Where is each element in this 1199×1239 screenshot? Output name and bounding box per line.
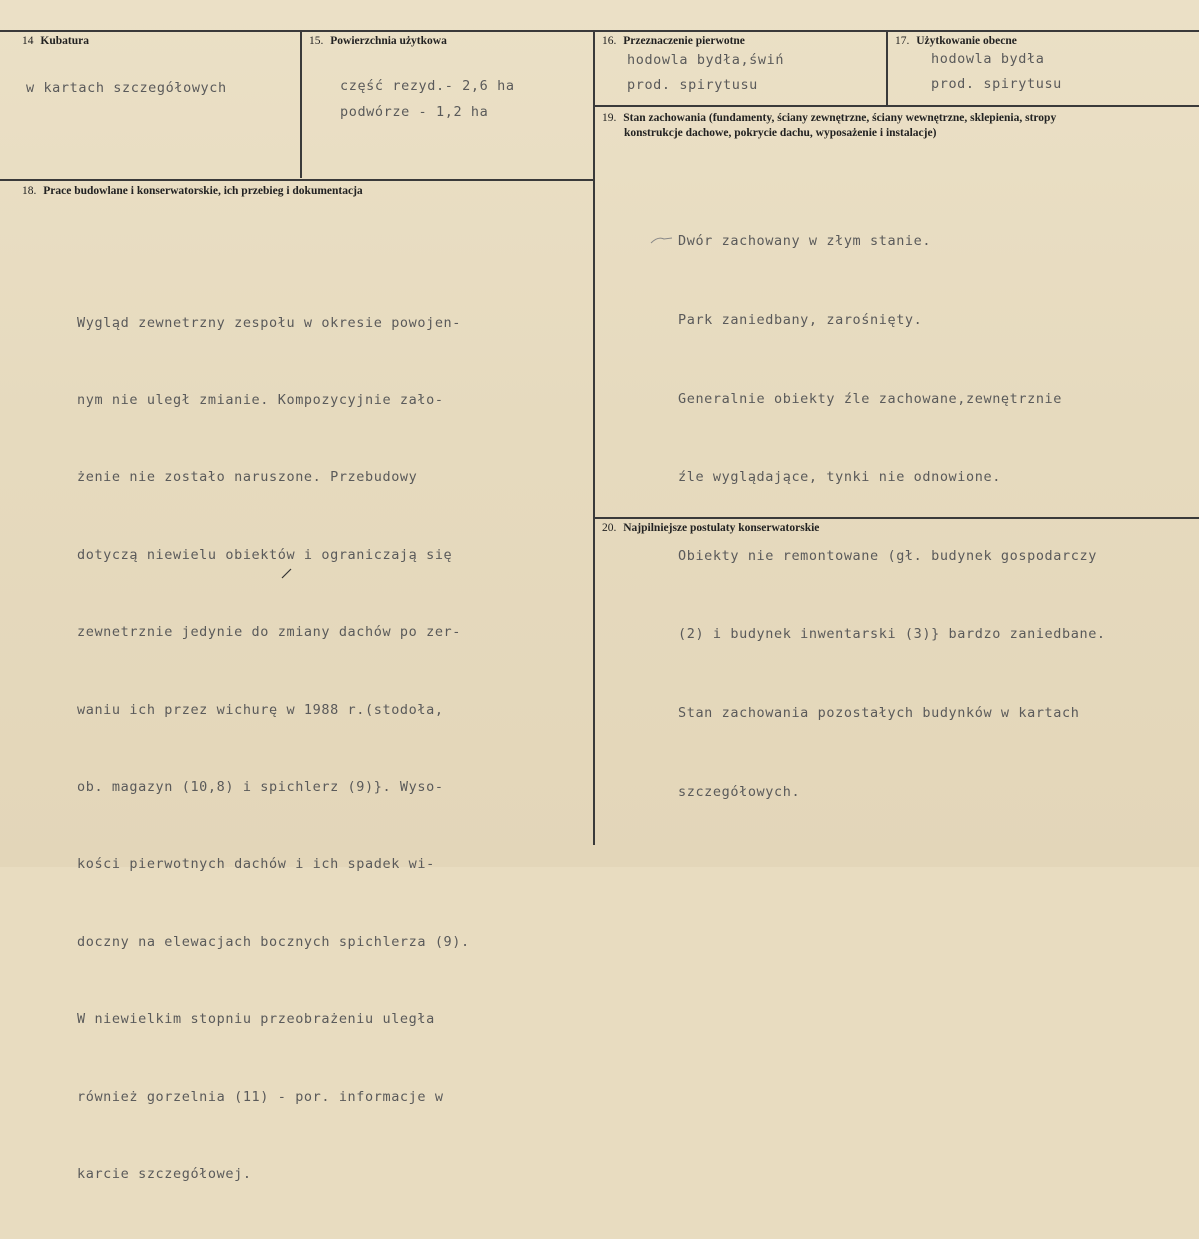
section-16-number: 16. xyxy=(602,35,617,47)
section-18-title: Prace budowlane i konserwatorskie, ich przebieg i dokumentacja xyxy=(43,185,363,197)
section-18-line: dotyczą niewielu obiektów i ograniczają się xyxy=(77,546,453,563)
rule-left-middle xyxy=(0,179,594,181)
section-17-line-1: hodowla bydła xyxy=(931,51,1045,67)
section-18-line: również gorzelnia (11) - por. informacje w xyxy=(77,1088,444,1105)
section-20-number: 20. xyxy=(602,522,617,534)
section-15-header xyxy=(309,34,447,49)
section-19-line: Park zaniedbany, zarośnięty. xyxy=(678,312,923,329)
section-19-line: Obiekty nie remontowane (gł. budynek gospodarczy xyxy=(678,547,1097,564)
section-18-line: doczny na elewacjach bocznych spichlerza (9). xyxy=(77,933,470,950)
section-18-line: karcie szczegółowej. xyxy=(77,1165,252,1182)
section-20-header xyxy=(602,521,819,536)
section-19-line: (2) i budynek inwentarski (3)} bardzo zaniedbane. xyxy=(678,626,1106,643)
section-15-title: Powierzchnia użytkowa xyxy=(330,35,447,47)
vrule-14-15 xyxy=(300,31,302,178)
section-18-line: ob. magazyn (10,8) i spichlerz (9)}. Wyso- xyxy=(77,778,444,795)
section-15-line-2: podwórze - 1,2 ha xyxy=(340,104,489,120)
section-18-line: kości pierwotnych dachów i ich spadek wi- xyxy=(77,856,435,873)
section-15-line-1: część rezyd.- 2,6 ha xyxy=(340,78,515,94)
section-19-title-line-2: konstrukcje dachowe, pokrycie dachu, wyposażenie i instalacje) xyxy=(624,127,937,139)
section-16-line-2: prod. spirytusu xyxy=(627,77,758,93)
section-19-title-line-1: Stan zachowania (fundamenty, ściany zewnętrzne, ściany wewnętrzne, sklepienia, stropy xyxy=(623,112,1057,124)
section-15-number: 15. xyxy=(309,35,324,47)
section-18-header xyxy=(22,184,363,199)
section-19-line: Stan zachowania pozostałych budynków w kartach xyxy=(678,705,1080,722)
section-19-content xyxy=(678,176,1106,857)
section-20-title: Najpilniejsze postulaty konserwatorskie xyxy=(623,522,820,534)
section-18-number: 18. xyxy=(22,185,37,197)
section-16-header xyxy=(602,34,745,49)
section-14-title: Kubatura xyxy=(40,35,89,47)
top-rule xyxy=(0,30,1199,32)
section-19-line: Generalnie obiekty źle zachowane,zewnętrznie xyxy=(678,390,1063,407)
section-18-line: waniu ich przez wichurę w 1988 r.(stodoła, xyxy=(77,701,444,718)
section-18-line: nym nie uległ zmianie. Kompozycyjnie zało- xyxy=(77,391,444,408)
rule-right-upper xyxy=(594,105,1199,107)
vrule-16-17 xyxy=(886,31,888,106)
section-18-line: żenie nie zostało naruszone. Przebudowy xyxy=(77,469,418,486)
pen-mark-icon xyxy=(280,566,294,580)
section-17-line-2: prod. spirytusu xyxy=(931,76,1062,92)
section-16-title: Przeznaczenie pierwotne xyxy=(623,35,745,47)
section-17-number: 17. xyxy=(895,35,910,47)
section-19-number: 19. xyxy=(602,112,617,124)
section-18-line: zewnetrznie jedynie do zmiany dachów po zer- xyxy=(77,624,462,641)
section-19-line: Dwór zachowany w złym stanie. xyxy=(678,233,932,250)
section-17-header xyxy=(895,34,1017,49)
section-16-line-1: hodowla bydła,świń xyxy=(627,52,785,68)
section-18-content xyxy=(77,259,470,1239)
section-17-title: Użytkowanie obecne xyxy=(916,35,1017,47)
section-18-line: Wygląd zewnetrzny zespołu w okresie powojen- xyxy=(77,314,462,331)
section-19-header xyxy=(602,111,1192,141)
section-19-line: szczegółowych. xyxy=(678,783,801,800)
section-14-header xyxy=(22,34,89,49)
section-19-line: źle wyglądające, tynki nie odnowione. xyxy=(678,469,1001,486)
section-14-value: w kartach szczegółowych xyxy=(26,80,227,96)
section-14-number: 14 xyxy=(22,35,34,47)
vrule-center xyxy=(593,31,595,845)
section-18-line: W niewielkim stopniu przeobrażeniu uległa xyxy=(77,1011,435,1028)
margin-mark-icon xyxy=(650,234,674,246)
